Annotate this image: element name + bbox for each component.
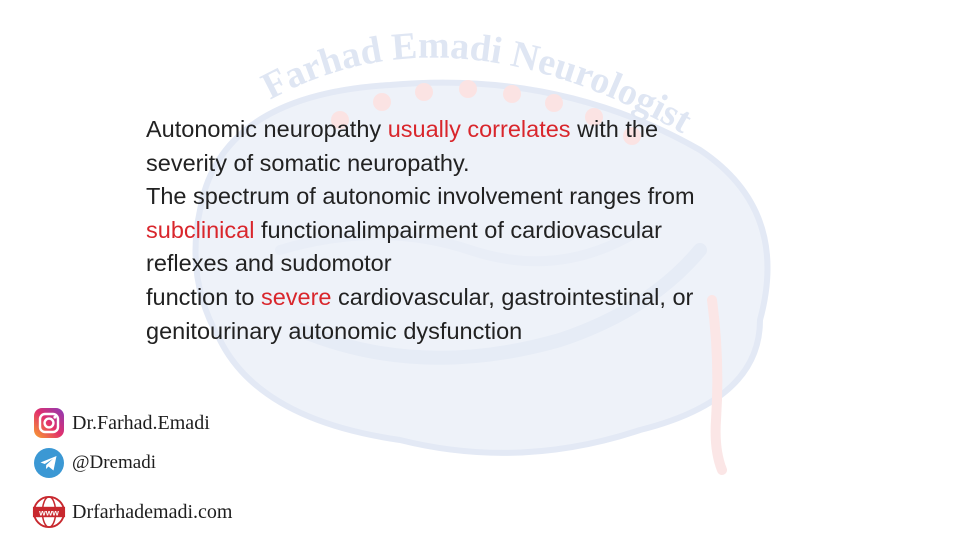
body-line-5: reflexes and sudomotor — [146, 250, 392, 277]
body-text: functionalimpairment of cardiovascular — [254, 216, 662, 243]
www-globe-icon — [32, 495, 66, 529]
contact-telegram — [32, 443, 156, 483]
body-text: with the — [570, 116, 659, 142]
body-line-4 — [146, 214, 846, 248]
watermark-text: Farhad Emadi Neurologist — [254, 24, 699, 142]
website-url[interactable]: Drfarhademadi.com — [72, 500, 233, 523]
highlight-text: severe — [260, 283, 332, 310]
telegram-handle: @Dremadi — [72, 452, 156, 473]
instagram-icon — [32, 406, 66, 440]
body-line-2: severity of somatic neuropathy. — [146, 149, 470, 176]
svg-text:www: www — [39, 507, 59, 518]
body-line-3: The spectrum of autonomic involvement ranges from — [146, 183, 695, 210]
body-text: Autonomic neuropathy — [146, 116, 388, 142]
body-line-7: genitourinary autonomic dysfunction — [146, 317, 523, 344]
highlight-text: subclinical — [146, 216, 255, 243]
telegram-icon — [32, 446, 66, 480]
body-line-1 — [146, 113, 846, 147]
highlight-text: usually correlates — [387, 116, 571, 142]
slide-body-text — [146, 113, 846, 348]
instagram-handle: Dr.Farhad.Emadi — [72, 411, 210, 434]
body-text: cardiovascular, gastrointestinal, or — [331, 283, 694, 310]
contact-instagram — [32, 403, 210, 443]
body-text: function to — [146, 283, 261, 310]
body-line-6 — [146, 281, 846, 315]
contact-website — [32, 492, 232, 532]
